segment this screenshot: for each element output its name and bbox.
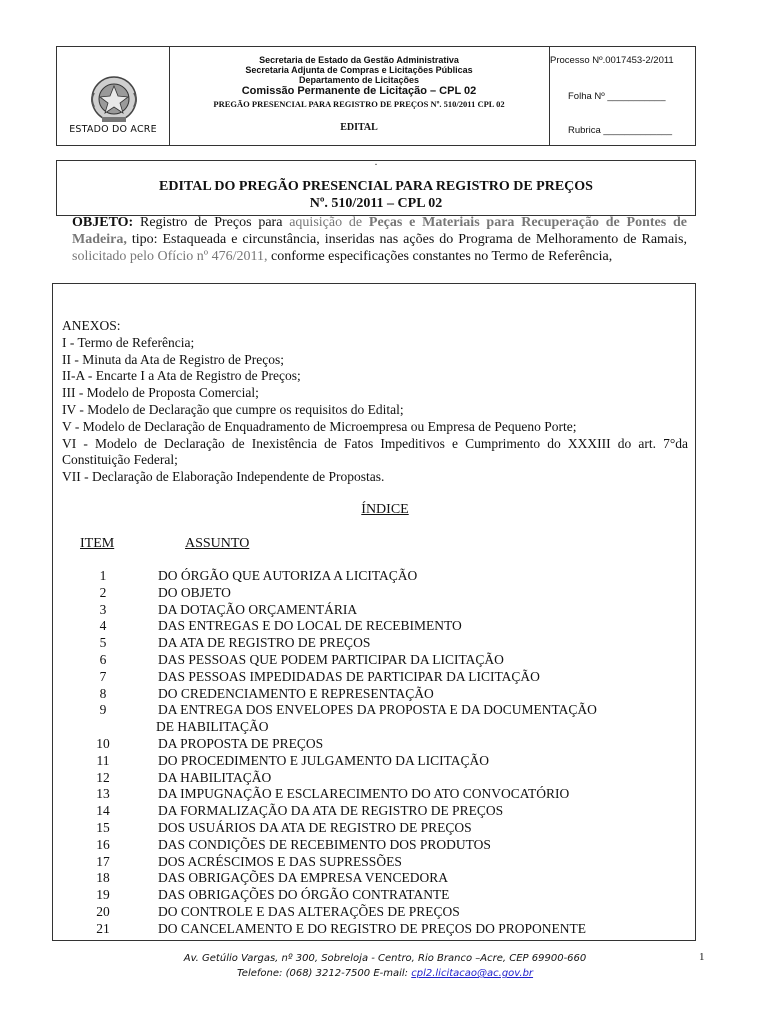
header-comissao: Comissão Permanente de Licitação – CPL 02 bbox=[241, 85, 477, 97]
toc-item-number: 14 bbox=[96, 803, 110, 819]
toc-item-subject: DAS PESSOAS QUE PODEM PARTICIPAR DA LICITAÇÃO bbox=[158, 651, 504, 667]
toc-item-subject: DO CANCELAMENTO E DO REGISTRO DE PREÇOS DO PROPONENTE bbox=[158, 920, 587, 936]
page-footer bbox=[0, 951, 770, 981]
footer-contact bbox=[0, 966, 770, 981]
table-row bbox=[0, 820, 770, 837]
toc-item-number: 6 bbox=[99, 651, 107, 667]
header-departamento: Departamento de Licitações bbox=[298, 75, 420, 85]
anexo-item: II-A - Encarte I a Ata de Registro de Preços; bbox=[62, 368, 301, 384]
toc-item-subject: DO PROCEDIMENTO E JULGAMENTO DA LICITAÇÃO bbox=[158, 752, 490, 768]
table-row bbox=[0, 854, 770, 871]
toc-item-subject: DO CONTROLE E DAS ALTERAÇÕES DE PREÇOS bbox=[158, 903, 460, 919]
table-row bbox=[0, 786, 770, 803]
column-header-item: ITEM bbox=[80, 536, 115, 551]
edital-title-box bbox=[56, 157, 696, 216]
objeto-label: OBJETO: bbox=[72, 215, 134, 230]
footer-phone: Telefone: (068) 3212-7500 E-mail: bbox=[236, 968, 412, 979]
toc-item-number: 15 bbox=[96, 819, 110, 835]
objeto-text-3: Peças e Materiais para Recuperação de Pontes de Madeira, bbox=[72, 215, 687, 247]
toc-item-subject: DO CREDENCIAMENTO E REPRESENTAÇÃO bbox=[158, 685, 434, 701]
toc-item-number: 16 bbox=[96, 836, 110, 852]
toc-item-number: 4 bbox=[99, 618, 107, 634]
document-header bbox=[56, 46, 696, 146]
header-right bbox=[549, 47, 696, 145]
toc-item-subject: DA FORMALIZAÇÃO DA ATA DE REGISTRO DE PREÇOS bbox=[158, 803, 504, 819]
title-dot: . bbox=[374, 157, 378, 168]
anexo-item: III - Modelo de Proposta Comercial; bbox=[62, 385, 259, 401]
edital-title: EDITAL DO PREGÃO PRESENCIAL PARA REGISTRO DE PREÇOS bbox=[159, 179, 593, 194]
toc-item-subject: DA PROPOSTA DE PREÇOS bbox=[158, 735, 324, 751]
table-row bbox=[0, 770, 770, 787]
anexo-item: II - Minuta da Ata de Registro de Preços; bbox=[62, 351, 284, 367]
objeto-text-5: solicitado pelo Ofício nº 476/2011, bbox=[72, 249, 268, 264]
indice-heading bbox=[0, 502, 770, 518]
toc-item-subject: DO OBJETO bbox=[158, 584, 231, 600]
toc-item-number: 21 bbox=[96, 920, 110, 936]
table-row bbox=[0, 702, 770, 719]
toc-item-number: 2 bbox=[99, 584, 107, 600]
table-of-contents bbox=[0, 568, 770, 938]
table-row bbox=[0, 635, 770, 652]
anexo-item: VII - Declaração de Elaboração Independente de Propostas. bbox=[62, 469, 385, 485]
table-row bbox=[0, 618, 770, 635]
toc-item-subject: DAS PESSOAS IMPEDIDADAS DE PARTICIPAR DA LICITAÇÃO bbox=[158, 668, 540, 684]
indice-title: ÍNDICE bbox=[361, 502, 409, 517]
table-row bbox=[0, 921, 770, 938]
toc-item-subject: DO ÓRGÃO QUE AUTORIZA A LICITAÇÃO bbox=[158, 568, 418, 583]
folha-field: Folha Nº ___________ bbox=[568, 91, 666, 102]
anexos-heading: ANEXOS: bbox=[62, 318, 121, 333]
toc-item-number: 8 bbox=[99, 685, 107, 701]
toc-item-subject: DAS CONDIÇÕES DE RECEBIMENTO DOS PRODUTOS bbox=[158, 836, 491, 852]
toc-item-number: 5 bbox=[99, 635, 107, 651]
anexos-list bbox=[62, 318, 688, 486]
processo-number: Processo Nº.0017453-2/2011 bbox=[550, 55, 674, 66]
header-center bbox=[169, 47, 549, 145]
toc-item-number: 7 bbox=[99, 668, 107, 684]
toc-item-subject: DA ATA DE REGISTRO DE PREÇOS bbox=[158, 635, 371, 651]
table-row-continuation bbox=[0, 719, 770, 736]
table-row bbox=[0, 568, 770, 585]
table-row bbox=[0, 669, 770, 686]
header-secretaria-adjunta: Secretaria Adjunta de Compras e Licitações Públicas bbox=[245, 65, 473, 75]
toc-item-number: 9 bbox=[99, 702, 107, 718]
toc-item-number: 20 bbox=[96, 903, 110, 919]
toc-item-subject-continued: DE HABILITAÇÃO bbox=[156, 719, 269, 735]
footer-address: Av. Getúlio Vargas, nº 300, Sobreloja - Centro, Rio Branco –Acre, CEP 69900-660 bbox=[183, 953, 587, 964]
toc-item-subject: DA DOTAÇÃO ORÇAMENTÁRIA bbox=[158, 601, 358, 617]
objeto-text-6: conforme especificações constantes no Termo de Referência, bbox=[267, 249, 613, 264]
table-row bbox=[0, 803, 770, 820]
anexo-item: V - Modelo de Declaração de Enquadramento de Microempresa ou Empresa de Pequeno Porte; bbox=[62, 418, 577, 434]
toc-item-subject: DA IMPUGNAÇÃO E ESCLARECIMENTO DO ATO CONVOCATÓRIO bbox=[158, 786, 570, 802]
objeto-text-1: Registro de Preços para bbox=[133, 215, 290, 230]
toc-item-number: 3 bbox=[99, 601, 107, 617]
table-row bbox=[0, 686, 770, 703]
toc-item-number: 13 bbox=[96, 786, 110, 802]
page-number: 1 bbox=[699, 951, 705, 963]
table-row bbox=[0, 870, 770, 887]
header-secretaria: Secretaria de Estado da Gestão Administrativa bbox=[259, 55, 459, 65]
table-row bbox=[0, 837, 770, 854]
logo-cell bbox=[57, 47, 170, 145]
toc-item-subject: DA ENTREGA DOS ENVELOPES DA PROPOSTA E DA DOCUMENTAÇÃO bbox=[158, 702, 597, 718]
toc-item-number: 12 bbox=[96, 769, 110, 785]
column-header-assunto: ASSUNTO bbox=[185, 536, 250, 551]
table-row bbox=[0, 904, 770, 921]
toc-item-subject: DA HABILITAÇÃO bbox=[158, 769, 272, 785]
anexo-item: VI - Modelo de Declaração de Inexistência de Fatos Impeditivos e Cumprimento do XXXIII do art. 7°da Constituição Federal; bbox=[62, 435, 688, 468]
edital-number: Nº. 510/2011 – CPL 02 bbox=[309, 196, 443, 211]
anexo-item: I - Termo de Referência; bbox=[62, 334, 195, 350]
toc-item-number: 18 bbox=[96, 870, 110, 886]
table-row bbox=[0, 602, 770, 619]
header-pregao: PREGÃO PRESENCIAL PARA REGISTRO DE PREÇOS Nº. 510/2011 CPL 02 bbox=[213, 99, 505, 109]
header-edital: EDITAL bbox=[340, 122, 378, 133]
rubrica-field: Rubrica _____________ bbox=[568, 125, 673, 136]
state-coat-of-arms-icon bbox=[88, 73, 140, 125]
table-row bbox=[0, 887, 770, 904]
objeto-text-2: aquisição de bbox=[289, 215, 369, 230]
toc-item-subject: DOS ACRÉSCIMOS E DAS SUPRESSÕES bbox=[158, 853, 402, 869]
toc-item-number: 10 bbox=[96, 735, 110, 751]
toc-item-subject: DAS OBRIGAÇÕES DO ÓRGÃO CONTRATANTE bbox=[158, 887, 450, 903]
objeto-paragraph bbox=[72, 214, 687, 265]
toc-item-subject: DAS ENTREGAS E DO LOCAL DE RECEBIMENTO bbox=[158, 618, 462, 634]
toc-item-number: 17 bbox=[96, 853, 110, 869]
table-row bbox=[0, 736, 770, 753]
table-row bbox=[0, 585, 770, 602]
anexo-item: IV - Modelo de Declaração que cumpre os requisitos do Edital; bbox=[62, 401, 404, 417]
toc-item-number: 11 bbox=[96, 752, 110, 768]
toc-item-number: 1 bbox=[99, 568, 107, 583]
toc-item-number: 19 bbox=[96, 887, 110, 903]
toc-item-subject: DAS OBRIGAÇÕES DA EMPRESA VENCEDORA bbox=[158, 870, 449, 886]
email-link[interactable]: cpl2.licitacao@ac.gov.br bbox=[411, 968, 534, 979]
objeto-text-4: tipo: Estaqueada e circunstância, inseridas nas ações do Programa de Melhoramento de Ramais, bbox=[126, 232, 687, 247]
state-label: ESTADO DO ACRE bbox=[69, 124, 157, 135]
table-row bbox=[0, 753, 770, 770]
toc-item-subject: DOS USUÁRIOS DA ATA DE REGISTRO DE PREÇOS bbox=[158, 819, 472, 835]
table-row bbox=[0, 652, 770, 669]
